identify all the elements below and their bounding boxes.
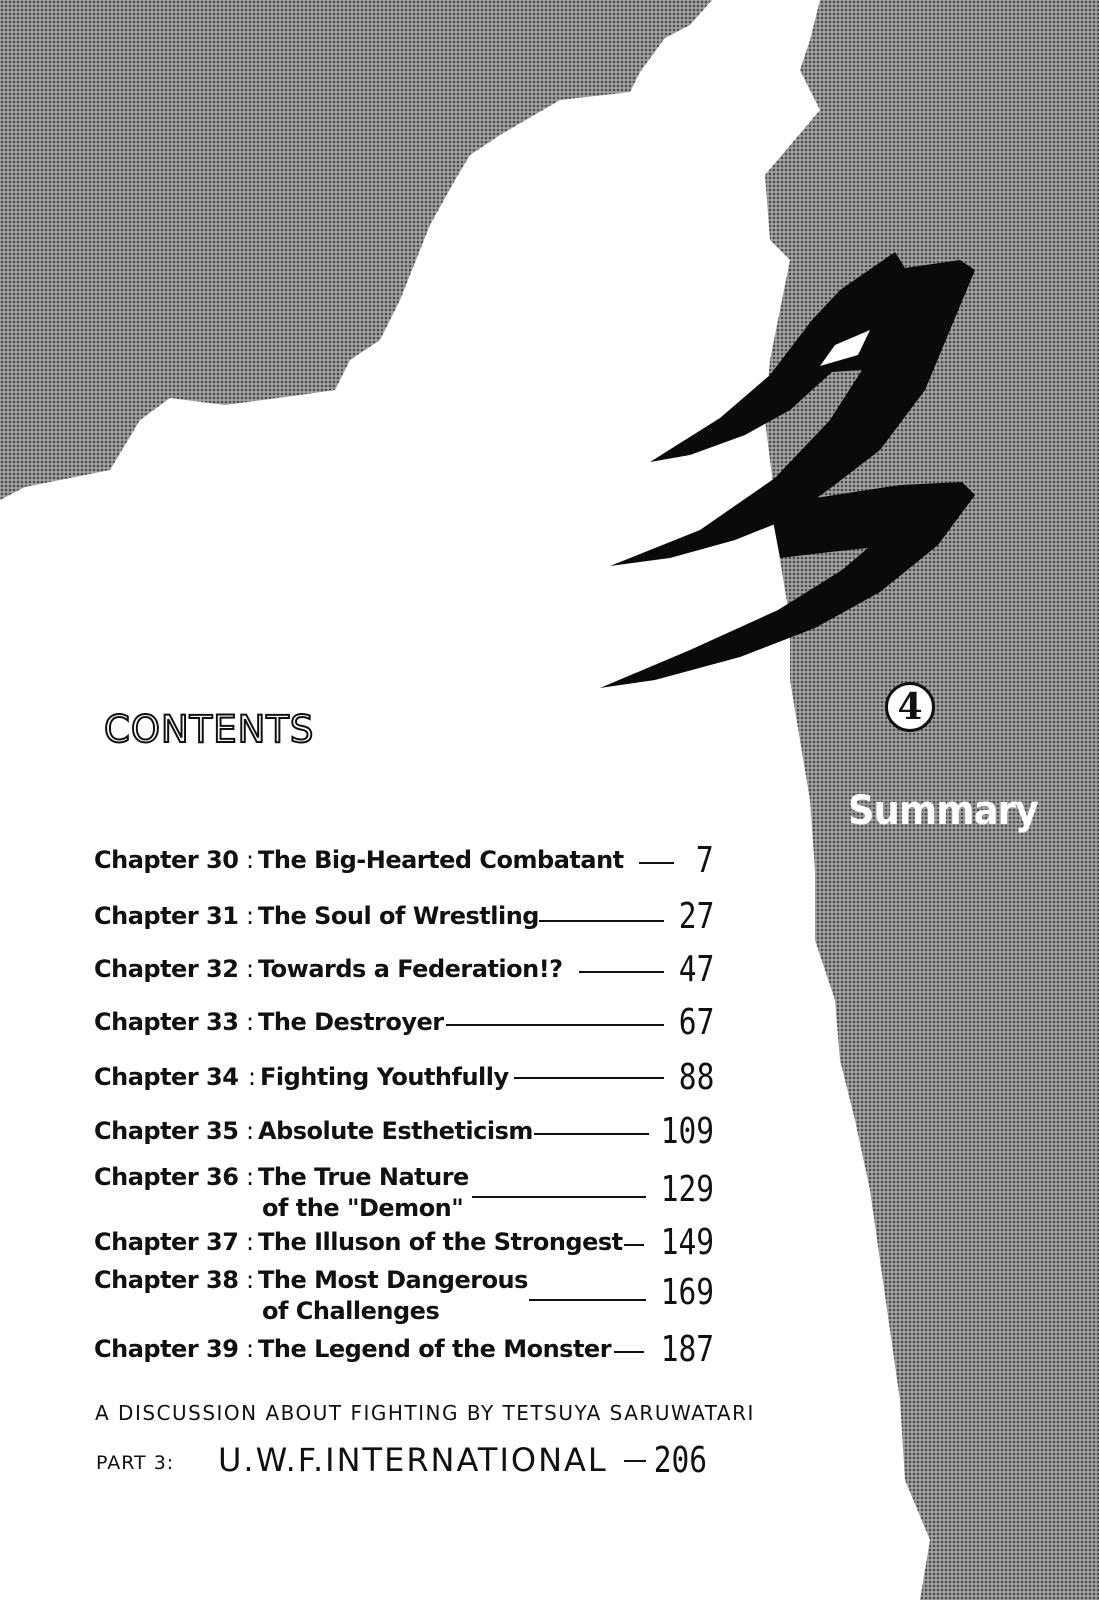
volume-number-badge xyxy=(885,682,935,732)
toc-entry-chapter-38[interactable] xyxy=(94,1266,714,1330)
toc-page-number: 7 xyxy=(696,840,714,881)
toc-entry-chapter-31[interactable] xyxy=(94,896,714,942)
toc-page-number: 88 xyxy=(678,1057,714,1098)
toc-page-number: 206 xyxy=(653,1440,707,1481)
toc-page-number: 169 xyxy=(660,1272,714,1313)
chapter-number: Chapter 33 xyxy=(94,1008,239,1036)
toc-page-number: 47 xyxy=(678,949,714,990)
chapter-number: Chapter 31 xyxy=(94,902,239,930)
toc-leader-line xyxy=(472,1196,646,1198)
chapter-title-line-2: of Challenges xyxy=(262,1297,440,1325)
part-label: PART 3: xyxy=(96,1452,175,1474)
chapter-number: Chapter 37 xyxy=(94,1228,239,1256)
chapter-title: Absolute Estheticism xyxy=(258,1117,533,1145)
toc-entry-chapter-32[interactable] xyxy=(94,949,714,995)
part-title: U.W.F.INTERNATIONAL xyxy=(218,1441,608,1479)
toc-page-number: 109 xyxy=(660,1111,714,1152)
toc-leader-line xyxy=(534,1133,649,1135)
chapter-number: Chapter 30 xyxy=(94,846,239,874)
chapter-number: Chapter 34 xyxy=(94,1063,239,1091)
chapter-separator: : xyxy=(246,1117,254,1145)
chapter-separator: : xyxy=(246,955,254,983)
chapter-separator: : xyxy=(248,1063,256,1091)
toc-page-number: 149 xyxy=(660,1222,714,1263)
toc-leader-line xyxy=(539,920,664,922)
toc-leader-line xyxy=(529,1299,646,1301)
chapter-title: The Legend of the Monster xyxy=(258,1335,612,1363)
top-left-screentone xyxy=(0,0,712,500)
toc-entry-chapter-37[interactable] xyxy=(94,1222,714,1268)
toc-page-number: 27 xyxy=(678,896,714,937)
chapter-separator: : xyxy=(246,902,254,930)
volume-number: 4 xyxy=(897,686,923,728)
chapter-number: Chapter 32 xyxy=(94,955,239,983)
chapter-title: The Most Dangerous xyxy=(258,1266,528,1294)
chapter-separator: : xyxy=(246,1335,254,1363)
toc-page-number: 187 xyxy=(660,1329,714,1370)
chapter-number: Chapter 39 xyxy=(94,1335,239,1363)
toc-leader-line xyxy=(624,1244,644,1246)
chapter-separator: : xyxy=(246,1266,254,1294)
chapter-separator: : xyxy=(246,846,254,874)
chapter-separator: : xyxy=(246,1008,254,1036)
chapter-title: Towards a Federation!? xyxy=(258,955,563,983)
toc-entry-chapter-39[interactable] xyxy=(94,1329,714,1375)
toc-leader-line xyxy=(614,1351,644,1353)
chapter-title: The Big-Hearted Combatant xyxy=(258,846,624,874)
toc-entry-chapter-36[interactable] xyxy=(94,1163,714,1227)
toc-page-number: 129 xyxy=(660,1169,714,1210)
toc-leader-line xyxy=(639,862,674,864)
chapter-number: Chapter 38 xyxy=(94,1266,239,1294)
chapter-number: Chapter 36 xyxy=(94,1163,239,1191)
summary-link[interactable]: Summary xyxy=(848,788,1038,834)
contents-heading: CONTENTS xyxy=(104,708,315,751)
chapter-title: The Soul of Wrestling xyxy=(258,902,539,930)
toc-leader-line xyxy=(514,1077,664,1079)
toc-entry-chapter-33[interactable] xyxy=(94,1002,714,1048)
chapter-title-line-2: of the "Demon" xyxy=(262,1194,464,1222)
chapter-separator: : xyxy=(246,1228,254,1256)
chapter-separator: : xyxy=(246,1163,254,1191)
toc-entry-chapter-35[interactable] xyxy=(94,1111,714,1157)
toc-page-number: 67 xyxy=(678,1002,714,1043)
chapter-title: The True Nature xyxy=(258,1163,469,1191)
discussion-heading: A DISCUSSION ABOUT FIGHTING BY TETSUYA SARUWATARI xyxy=(95,1401,755,1425)
toc-leader-line xyxy=(446,1024,664,1026)
chapter-title: Fighting Youthfully xyxy=(260,1063,509,1091)
chapter-title: The Illuson of the Strongest xyxy=(258,1228,623,1256)
toc-leader-line xyxy=(579,971,664,973)
toc-leader-line xyxy=(624,1460,646,1462)
chapter-title: The Destroyer xyxy=(258,1008,444,1036)
toc-entry-chapter-34[interactable] xyxy=(94,1057,714,1103)
chapter-number: Chapter 35 xyxy=(94,1117,239,1145)
toc-entry-chapter-30[interactable] xyxy=(94,840,714,886)
